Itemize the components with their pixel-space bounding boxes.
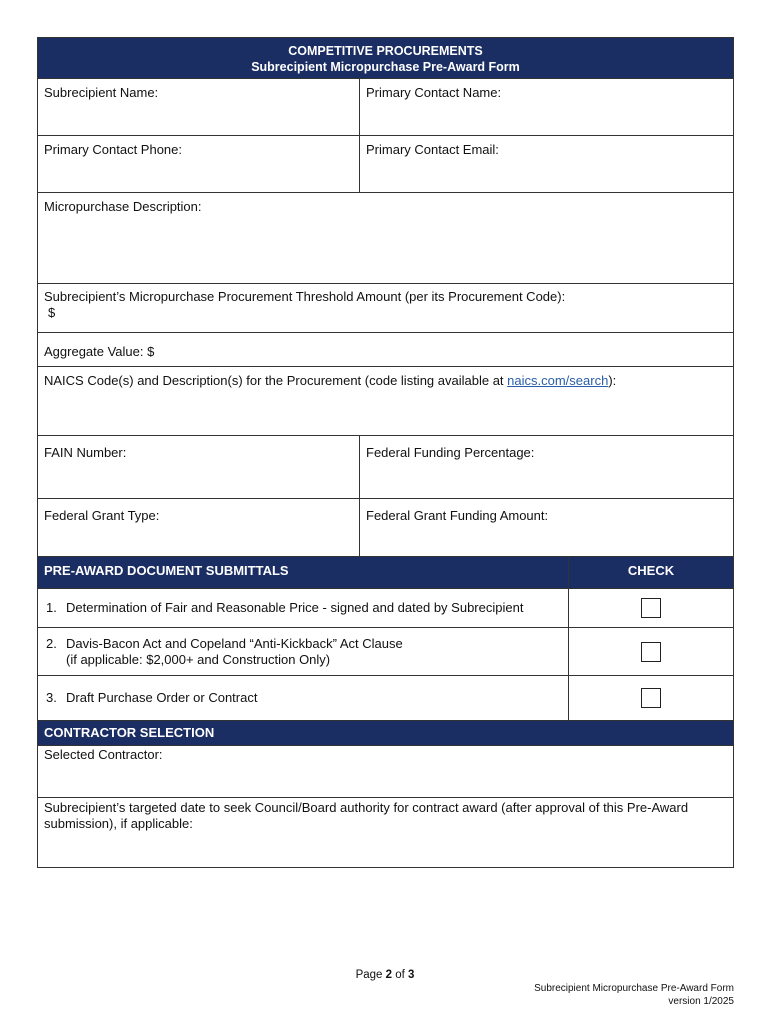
aggregate-value-row: [38, 333, 733, 367]
threshold-amount-row: [38, 284, 733, 333]
primary-contact-email-label: Primary Contact Email:: [366, 142, 499, 157]
aggregate-value-field[interactable]: [38, 333, 733, 366]
fair-reasonable-price-checkbox[interactable]: [641, 598, 661, 618]
federal-funding-percentage-label: Federal Funding Percentage:: [366, 445, 535, 460]
naics-row: [38, 367, 733, 436]
grant-row: [38, 499, 733, 557]
footer-form-name: Subrecipient Micropurchase Pre-Award Form: [534, 983, 734, 994]
form-subtitle: Subrecipient Micropurchase Pre-Award Form: [251, 60, 520, 74]
primary-contact-phone-field[interactable]: [38, 136, 360, 192]
page-current: 2: [385, 969, 393, 981]
submittal-item-text: [38, 628, 569, 675]
federal-grant-funding-amount-field[interactable]: [360, 499, 733, 556]
submittal-item: [38, 589, 733, 628]
submittals-heading: PRE-AWARD DOCUMENT SUBMITTALS: [38, 557, 569, 588]
submittal-item-number: 3.: [46, 690, 57, 705]
contact-name-row: [38, 79, 733, 136]
primary-contact-name-field[interactable]: [360, 79, 733, 135]
submittal-item: [38, 676, 733, 721]
micropurchase-description-row: [38, 193, 733, 284]
micropurchase-description-field[interactable]: [38, 193, 733, 283]
submittal-item-label: Determination of Fair and Reasonable Price - signed and dated by Subrecipient: [66, 600, 524, 615]
threshold-currency: $: [48, 305, 56, 320]
primary-contact-name-label: Primary Contact Name:: [366, 85, 502, 100]
submittal-item-label: Draft Purchase Order or Contract: [66, 690, 258, 705]
submittal-check-cell: [569, 589, 733, 627]
check-heading: CHECK: [627, 563, 675, 578]
submittal-item: [38, 628, 733, 676]
submittal-item-text: [38, 589, 569, 627]
form-title-bar: [38, 38, 733, 79]
page-total: 3: [408, 969, 415, 981]
subrecipient-name-label: Subrecipient Name:: [44, 85, 159, 100]
draft-purchase-order-checkbox[interactable]: [641, 688, 661, 708]
federal-grant-type-label: Federal Grant Type:: [44, 508, 160, 523]
submittals-header: [38, 557, 733, 589]
page-prefix: Page: [355, 969, 386, 981]
page-number: [0, 969, 770, 981]
submittal-check-cell: [569, 628, 733, 675]
submittal-item-text: [38, 676, 569, 720]
contact-phone-row: [38, 136, 733, 193]
fain-row: [38, 436, 733, 499]
footer-version: version 1/2025: [668, 996, 734, 1007]
subrecipient-name-field[interactable]: [38, 79, 360, 135]
fain-number-label: FAIN Number:: [44, 445, 127, 460]
contractor-selection-heading: CONTRACTOR SELECTION: [44, 725, 215, 740]
aggregate-value-label: Aggregate Value: $: [44, 344, 155, 359]
page-of: of: [392, 969, 409, 981]
contractor-selection-header: [38, 721, 733, 746]
naics-link[interactable]: naics.com/search: [507, 373, 609, 388]
pre-award-form: [37, 37, 734, 868]
submittal-item-note: (if applicable: $2,000+ and Construction Only): [66, 651, 331, 667]
federal-grant-type-field[interactable]: [38, 499, 360, 556]
target-date-row: [38, 798, 733, 867]
davis-bacon-checkbox[interactable]: [641, 642, 661, 662]
fain-number-field[interactable]: [38, 436, 360, 498]
naics-label: NAICS Code(s) and Description(s) for the Procurement (code listing available at: [44, 373, 508, 388]
federal-grant-funding-amount-label: Federal Grant Funding Amount:: [366, 508, 549, 523]
target-date-label: Subrecipient’s targeted date to seek Council/Board authority for contract award (after approval of this Pre-Award submission), if applicable:: [44, 800, 689, 831]
naics-field[interactable]: [38, 367, 733, 435]
primary-contact-email-field[interactable]: [360, 136, 733, 192]
primary-contact-phone-label: Primary Contact Phone:: [44, 142, 183, 157]
threshold-amount-label: Subrecipient’s Micropurchase Procurement Threshold Amount (per its Procurement Code):: [44, 289, 566, 304]
form-title: COMPETITIVE PROCUREMENTS: [288, 44, 483, 58]
submittal-item-label: Davis-Bacon Act and Copeland “Anti-Kickback” Act Clause: [66, 635, 403, 651]
selected-contractor-label: Selected Contractor:: [44, 747, 163, 762]
target-date-field[interactable]: [38, 798, 733, 867]
selected-contractor-row: [38, 746, 733, 798]
micropurchase-description-label: Micropurchase Description:: [44, 199, 202, 214]
threshold-amount-field[interactable]: [38, 284, 733, 332]
submittal-check-cell: [569, 676, 733, 720]
federal-funding-percentage-field[interactable]: [360, 436, 733, 498]
submittal-item-number: 1.: [46, 600, 57, 615]
submittal-item-number: 2.: [46, 635, 57, 651]
footer-form-info: [534, 982, 734, 1008]
naics-label-end: ):: [608, 373, 617, 388]
selected-contractor-field[interactable]: [38, 746, 733, 797]
